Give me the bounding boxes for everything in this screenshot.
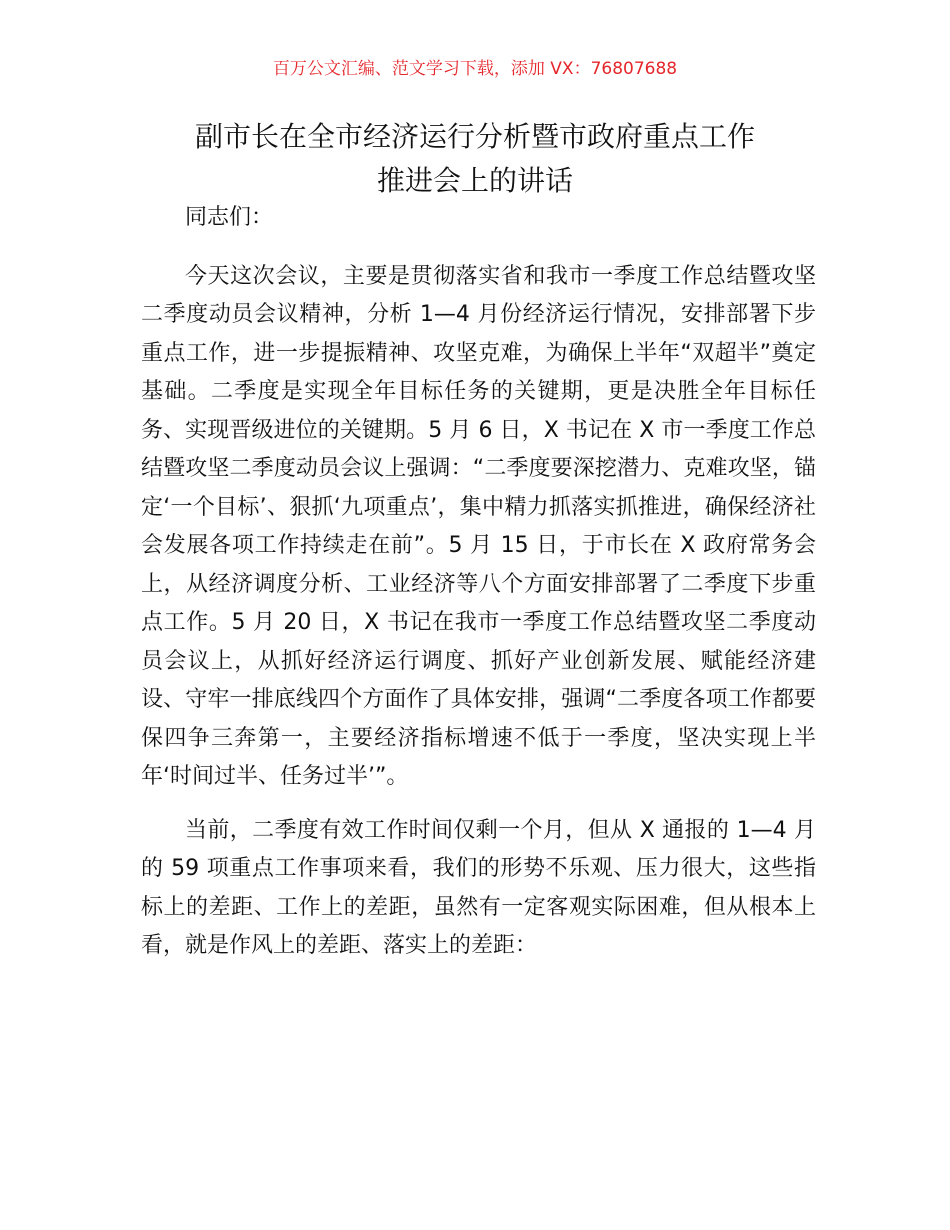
title-line-2: 推进会上的讲话 (376, 164, 573, 197)
salutation: 同志们： (185, 205, 274, 230)
title-line-1: 副市长在全市经济运行分析暨市政府重点工作 (194, 120, 755, 153)
header-note: 百万公文汇编、范文学习下载，添加 VX：76807688 (272, 59, 678, 79)
paragraph-2: 当前，二季度有效工作时间仅剩一个月，但从 X 通报的 1—4 月的 59 项重点工作事项来看，我们的形势不乐观、压力很大，这些指标上的差距、工作上的差距，虽然有一定客观实际困难，但从根本上看，就是作风上的差距、落实上的差距： (141, 817, 816, 958)
document-body (141, 199, 816, 981)
page-title (120, 115, 830, 203)
paragraph-1: 今天这次会议，主要是贯彻落实省和我市一季度工作总结暨攻坚二季度动员会议精神，分析 1—4 月份经济运行情况，安排部署下步重点工作，进一步提振精神、攻坚克难，为确保上半年“双超半”奠定基础。二季度是实现全年目标任务的关键期，更是决胜全年目标任务、实现晋级进位的关键期。5 月 6 日，X 书记在 X 市一季度工作总结暨攻坚二季度动员会议上强调：“二季度要深挖潜力、克难攻坚，锚定‘一个目标’、狠抓‘九项重点’，集中精力抓落实抓推进，确保经济社会发展各项工作持续走在前”。5 月 15 日，于市长在 X 政府常务会上，从经济调度分析、工业经济等八个方面安排部署了二季度下步重点工作。5 月 20 日，X 书记在我市一季度工作总结暨攻坚二季度动员会议上，从抓好经济运行调度、抓好产业创新发展、赋能经济建设、守牢一排底线四个方面作了具体安排，强调“二季度各项工作都要保四争三奔第一，主要经济指标增速不低于一季度，坚决实现上半年‘时间过半、任务过半’”。 (141, 263, 816, 789)
